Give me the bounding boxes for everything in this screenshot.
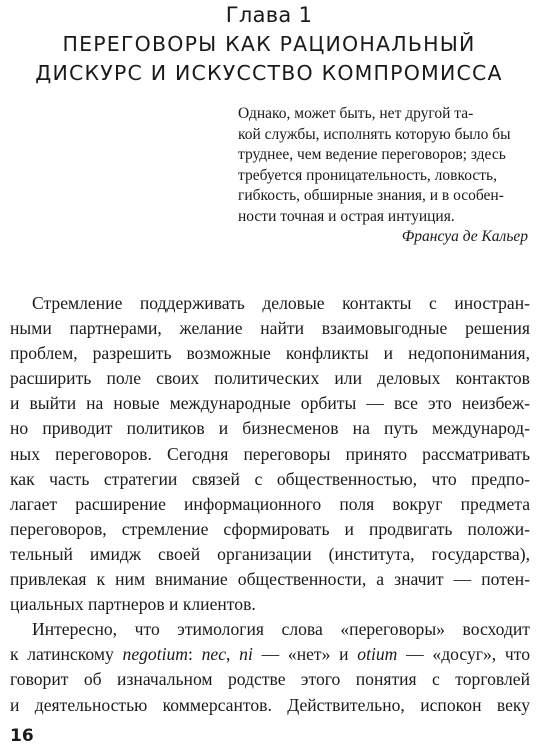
epigraph-line: гибкость, обширные знания, и в особен- <box>238 187 504 204</box>
paragraph-line: привлекая к ним внимание общественности, а значит — потен- <box>10 569 530 590</box>
paragraph-line: и выйти на новые международные орбиты — все это неизбеж- <box>10 393 530 414</box>
paragraph-line: расширить поле своих политических или деловых контактов <box>10 368 530 389</box>
epigraph-line: труднее, чем ведение переговоров; здесь <box>238 146 506 163</box>
epigraph-line: кой службы, исполнять которую было бы <box>238 125 511 143</box>
text-run: : <box>188 644 202 665</box>
paragraph-line: проблем, разрешить возможные конфликты и недопонимания, <box>10 343 530 364</box>
paragraph-line: ных переговоров. Сегодня переговоры принято рассматривать <box>10 443 530 464</box>
text-run: — «нет» и <box>252 644 358 665</box>
latin-term: nec <box>201 644 227 665</box>
epigraph-line: ности точная и острая интуиция. <box>238 207 455 225</box>
paragraph-line: циальных партнеров и клиентов. <box>10 594 256 615</box>
epigraph-line: Однако, может быть, нет другой та- <box>238 105 474 122</box>
chapter-title <box>0 30 538 88</box>
epigraph <box>238 104 528 248</box>
paragraph-line <box>10 642 530 667</box>
text-run: , <box>226 644 240 665</box>
paragraph-line: переговоров, стремление сформировать и продвигать положи- <box>10 518 530 539</box>
paragraph-line: ными партнерами, желание найти взаимовыгодные решения <box>10 318 530 339</box>
epigraph-line: требуется проницательность, ловкость, <box>238 166 497 184</box>
text-run: к латинскому <box>10 644 123 665</box>
latin-term: otium <box>357 644 398 665</box>
latin-term: ni <box>239 644 253 665</box>
chapter-label: Глава 1 <box>225 3 313 27</box>
page-number: 16 <box>10 726 34 746</box>
chapter-title-line: ПЕРЕГОВОРЫ КАК РАЦИОНАЛЬНЫЙ <box>62 32 476 56</box>
epigraph-author: Франсуа де Кальер <box>401 228 528 245</box>
paragraph-line: лагает расширение информационного поля вокруг предмета <box>10 493 530 514</box>
paragraph-line: но приводит политиков и бизнесменов на путь международ- <box>10 418 530 439</box>
chapter-title-line: ДИСКУРС И ИСКУССТВО КОМПРОМИССА <box>35 61 503 85</box>
latin-term: negotium <box>122 644 188 665</box>
paragraph-line: говорит об изначальном родстве этого понятия с торговлей <box>10 669 530 690</box>
body-text <box>10 291 530 718</box>
paragraph-line: как часть стратегии связей с общественностью, что предпо- <box>10 468 530 489</box>
paragraph-line: Интересно, что этимология слова «переговоры» восходит <box>32 619 530 640</box>
paragraph-line: и деятельностью коммерсантов. Действительно, испокон веку <box>10 694 530 715</box>
text-run: — «досуг», что <box>397 644 530 665</box>
paragraph-line: тельный имидж своей организации (института, государства), <box>10 543 530 564</box>
paragraph-line: Стремление поддерживать деловые контакты с иностран- <box>32 293 530 313</box>
